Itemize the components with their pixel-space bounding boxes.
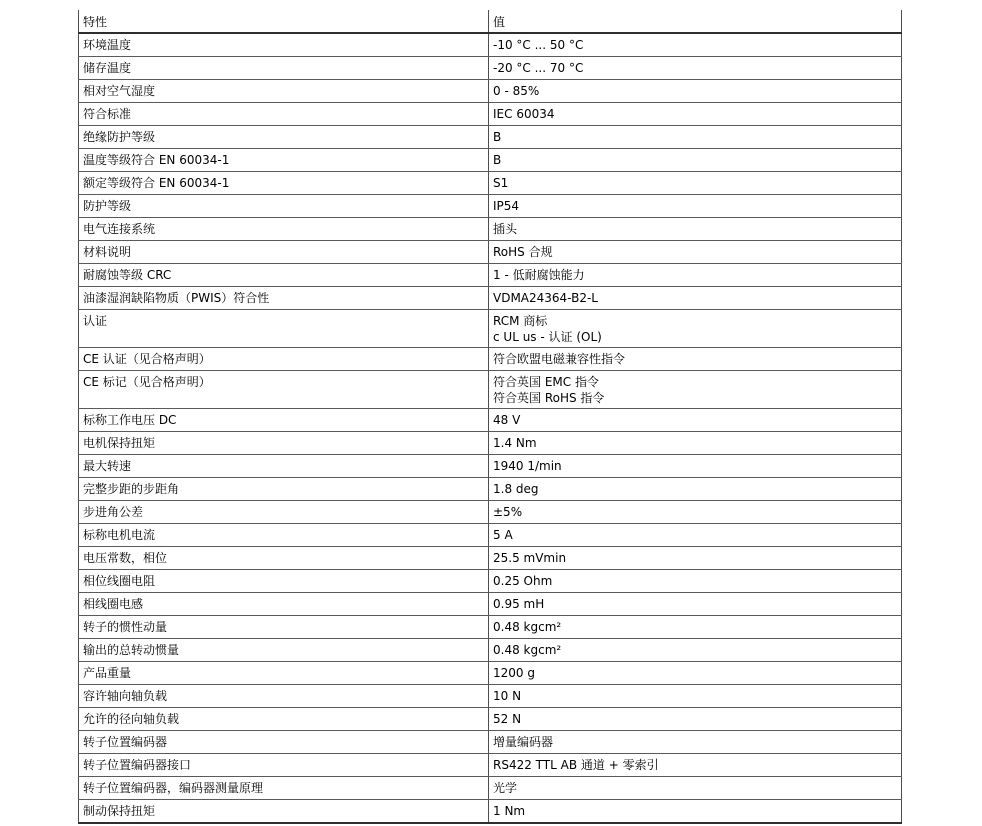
- table-row: [79, 103, 902, 126]
- value-cell: [489, 593, 902, 616]
- value-cell: [489, 348, 902, 371]
- value-cell: [489, 432, 902, 455]
- value-cell: [489, 570, 902, 593]
- value-cell: [489, 708, 902, 731]
- value-cell: [489, 731, 902, 754]
- value-cell: [489, 524, 902, 547]
- value-cell: [489, 57, 902, 80]
- value-line: S1: [493, 176, 509, 190]
- property-cell: 转子位置编码器: [79, 731, 489, 754]
- property-cell: 电压常数，相位: [79, 547, 489, 570]
- value-line: RS422 TTL AB 通道 + 零索引: [493, 758, 659, 772]
- property-cell: 材料说明: [79, 241, 489, 264]
- table-row: [79, 80, 902, 103]
- value-line: 1.4 Nm: [493, 436, 537, 450]
- table-row: [79, 172, 902, 195]
- table-row: [79, 478, 902, 501]
- property-cell: 温度等级符合 EN 60034-1: [79, 149, 489, 172]
- value-line: 5 A: [493, 528, 513, 542]
- value-line: -10 °C ... 50 °C: [493, 38, 584, 52]
- value-line: 1 - 低耐腐蚀能力: [493, 268, 585, 282]
- value-cell: [489, 616, 902, 639]
- value-cell: [489, 195, 902, 218]
- value-cell: [489, 754, 902, 777]
- value-cell: [489, 218, 902, 241]
- value-cell: [489, 103, 902, 126]
- property-cell: 产品重量: [79, 662, 489, 685]
- table-row: [79, 777, 902, 800]
- value-line: 0.48 kgcm²: [493, 620, 562, 634]
- property-cell: 耐腐蚀等级 CRC: [79, 264, 489, 287]
- table-row: [79, 455, 902, 478]
- table-row: [79, 149, 902, 172]
- property-cell: CE 认证（见合格声明）: [79, 348, 489, 371]
- property-cell: 容许轴向轴负载: [79, 685, 489, 708]
- value-line: 25.5 mVmin: [493, 551, 567, 565]
- table-row: [79, 409, 902, 432]
- value-cell: [489, 172, 902, 195]
- value-line: 48 V: [493, 413, 521, 427]
- property-cell: 电气连接系统: [79, 218, 489, 241]
- table-header-row: [79, 10, 902, 33]
- property-cell: 相位线圈电阻: [79, 570, 489, 593]
- value-cell: [489, 241, 902, 264]
- property-cell: 储存温度: [79, 57, 489, 80]
- property-cell: 完整步距的步距角: [79, 478, 489, 501]
- property-cell: 制动保持扭矩: [79, 800, 489, 824]
- table-row: [79, 126, 902, 149]
- value-line: c UL us - 认证 (OL): [493, 330, 602, 344]
- table-row: [79, 195, 902, 218]
- value-line: 1.8 deg: [493, 482, 539, 496]
- value-cell: [489, 126, 902, 149]
- property-cell: 允许的径向轴负载: [79, 708, 489, 731]
- header-value: 值: [489, 10, 902, 33]
- value-cell: [489, 800, 902, 824]
- value-line: 符合英国 EMC 指令: [493, 375, 599, 389]
- value-line: IP54: [493, 199, 520, 213]
- value-line: 0 - 85%: [493, 84, 540, 98]
- value-cell: [489, 80, 902, 103]
- value-line: VDMA24364-B2-L: [493, 291, 598, 305]
- value-cell: [489, 478, 902, 501]
- table-row: [79, 57, 902, 80]
- table-row: [79, 348, 902, 371]
- value-line: 符合欧盟电磁兼容性指令: [493, 352, 626, 366]
- table-body: [79, 33, 902, 823]
- property-cell: 电机保持扭矩: [79, 432, 489, 455]
- table-row: [79, 287, 902, 310]
- value-cell: [489, 287, 902, 310]
- table-row: [79, 662, 902, 685]
- table-row: [79, 432, 902, 455]
- property-cell: 最大转速: [79, 455, 489, 478]
- value-cell: [489, 264, 902, 287]
- table-row: [79, 616, 902, 639]
- property-cell: 相线圈电感: [79, 593, 489, 616]
- value-line: 10 N: [493, 689, 522, 703]
- table-row: [79, 570, 902, 593]
- value-line: 1940 1/min: [493, 459, 562, 473]
- table-row: [79, 264, 902, 287]
- value-line: 0.48 kgcm²: [493, 643, 562, 657]
- value-line: RCM 商标: [493, 314, 548, 328]
- property-cell: 输出的总转动惯量: [79, 639, 489, 662]
- table-row: [79, 685, 902, 708]
- value-line: B: [493, 153, 502, 167]
- table-row: [79, 593, 902, 616]
- table-row: [79, 731, 902, 754]
- value-cell: [489, 662, 902, 685]
- value-cell: [489, 685, 902, 708]
- value-line: RoHS 合规: [493, 245, 553, 259]
- value-line: -20 °C ... 70 °C: [493, 61, 584, 75]
- table-row: [79, 639, 902, 662]
- value-line: 52 N: [493, 712, 522, 726]
- table-row: [79, 708, 902, 731]
- table-row: [79, 754, 902, 777]
- value-line: 1200 g: [493, 666, 535, 680]
- property-cell: 转子的惯性动量: [79, 616, 489, 639]
- value-line: 插头: [493, 222, 518, 236]
- property-cell: 标称电机电流: [79, 524, 489, 547]
- table-row: [79, 800, 902, 824]
- table-row: [79, 241, 902, 264]
- value-line: 增量编码器: [493, 735, 554, 749]
- value-cell: [489, 777, 902, 800]
- table-row: [79, 371, 902, 409]
- property-cell: 绝缘防护等级: [79, 126, 489, 149]
- value-cell: [489, 455, 902, 478]
- value-cell: [489, 33, 902, 57]
- property-cell: 转子位置编码器接口: [79, 754, 489, 777]
- spec-table: [78, 10, 902, 824]
- value-cell: [489, 501, 902, 524]
- value-cell: [489, 639, 902, 662]
- property-cell: 符合标准: [79, 103, 489, 126]
- value-cell: [489, 149, 902, 172]
- value-cell: [489, 371, 902, 409]
- property-cell: 相对空气湿度: [79, 80, 489, 103]
- value-cell: [489, 409, 902, 432]
- header-property: 特性: [79, 10, 489, 33]
- value-line: IEC 60034: [493, 107, 555, 121]
- property-cell: 步进角公差: [79, 501, 489, 524]
- value-cell: [489, 310, 902, 348]
- value-line: B: [493, 130, 502, 144]
- property-cell: 额定等级符合 EN 60034-1: [79, 172, 489, 195]
- property-cell: 认证: [79, 310, 489, 348]
- property-cell: 标称工作电压 DC: [79, 409, 489, 432]
- value-line: ±5%: [493, 505, 523, 519]
- value-line: 0.25 Ohm: [493, 574, 553, 588]
- value-cell: [489, 547, 902, 570]
- value-line: 0.95 mH: [493, 597, 545, 611]
- property-cell: 环境温度: [79, 33, 489, 57]
- property-cell: 油漆湿润缺陷物质（PWIS）符合性: [79, 287, 489, 310]
- table-row: [79, 501, 902, 524]
- table-row: [79, 547, 902, 570]
- property-cell: 转子位置编码器，编码器测量原理: [79, 777, 489, 800]
- table-row: [79, 524, 902, 547]
- value-line: 符合英国 RoHS 指令: [493, 391, 605, 405]
- table-row: [79, 310, 902, 348]
- property-cell: CE 标记（见合格声明）: [79, 371, 489, 409]
- value-line: 光学: [493, 781, 518, 795]
- table-row: [79, 218, 902, 241]
- table-row: [79, 33, 902, 57]
- property-cell: 防护等级: [79, 195, 489, 218]
- value-line: 1 Nm: [493, 804, 526, 818]
